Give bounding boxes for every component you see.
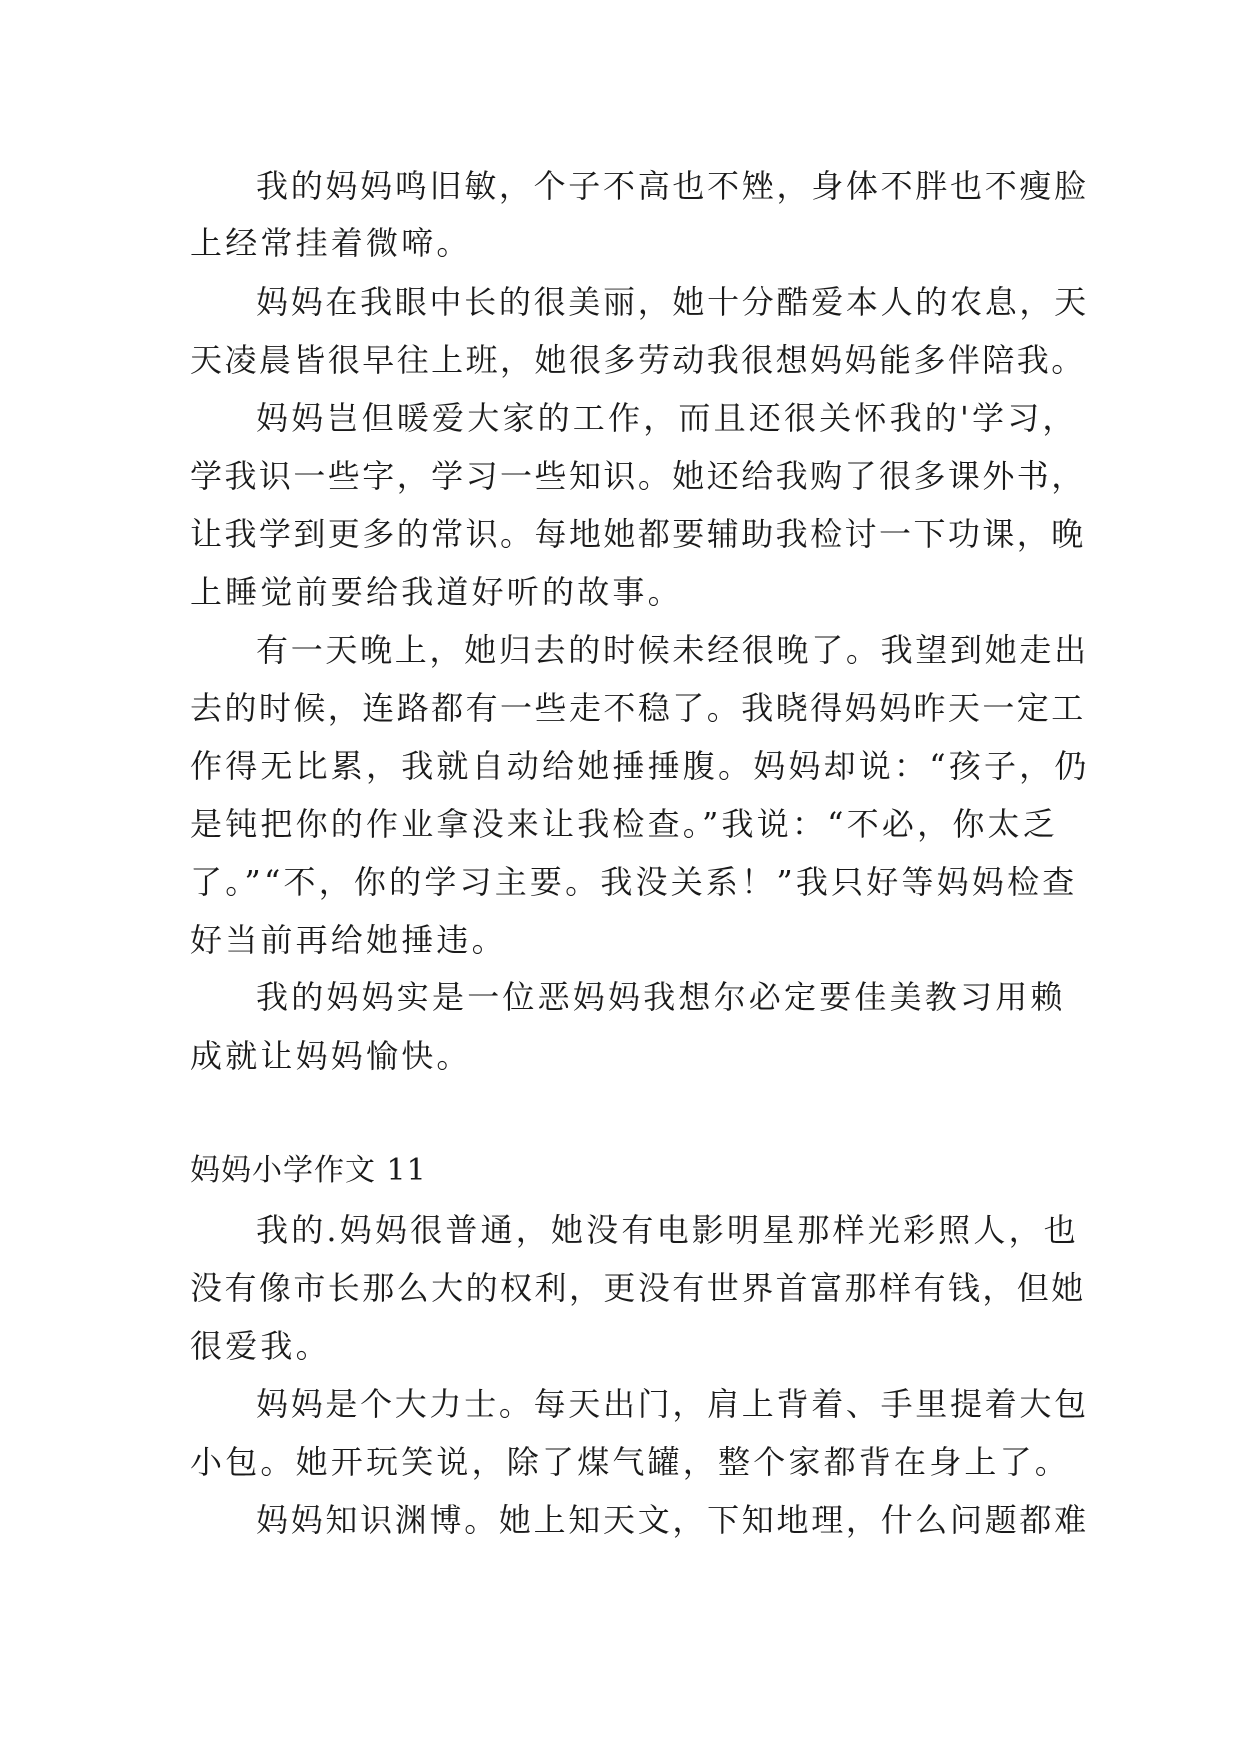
paragraph-line: 妈妈在我眼中长的很美丽，她十分酷爱本人的农息，天 [256,283,1089,321]
paragraph-line: 学我识一些字，学习一些知识。她还给我购了很多课外书， [190,457,1086,495]
paragraph-line: 小包。她开玩笑说，除了煤气罐，整个家都背在身上了。 [190,1443,1071,1481]
paragraph-line: 成就让妈妈愉快。 [190,1037,472,1075]
paragraph-line: 好当前再给她捶违。 [190,921,507,959]
paragraph-line: 上经常挂着微啼。 [190,224,472,262]
paragraph-line: 没有像市长那么大的权利，更没有世界首富那样有钱，但她 [190,1269,1086,1307]
paragraph-line: 我的妈妈实是一位恶妈妈我想尔必定要佳美教习用赖 [256,978,1066,1016]
section-title: 妈妈小学作文 11 [190,1153,427,1188]
paragraph-line: 很爱我。 [190,1327,331,1365]
paragraph-line: 我的妈妈鸣旧敏，个子不高也不矬，身体不胖也不瘦脸 [256,167,1089,205]
paragraph-line: 我的.妈妈很普通，她没有电影明星那样光彩照人，也 [256,1211,1079,1249]
paragraph-line: 上睡觉前要给我道好听的故事。 [190,573,683,611]
paragraph-line: 了。”“不，你的学习主要。我没关系！”我只好等妈妈检查 [190,863,1078,901]
paragraph-line: 是钝把你的作业拿没来让我检查。”我说：“不必，你太乏 [190,805,1058,843]
paragraph-line: 让我学到更多的常识。每地她都要辅助我检讨一下功课，晚 [190,515,1086,553]
paragraph-line: 妈妈岂但暖爱大家的工作，而且还很关怀我的'学习， [256,399,1078,437]
paragraph-line: 作得无比累，我就自动给她捶捶腹。妈妈却说：“孩子，仍 [190,747,1090,785]
paragraph-line: 天凌晨皆很早往上班，她很多劳动我很想妈妈能多伴陪我。 [190,341,1086,379]
paragraph-line: 去的时候，连路都有一些走不稳了。我晓得妈妈昨天一定工 [190,689,1086,727]
paragraph-line: 妈妈是个大力士。每天出门，肩上背着、手里提着大包 [256,1385,1089,1423]
paragraph-line: 妈妈知识渊博。她上知天文，下知地理，什么问题都难 [256,1501,1089,1539]
paragraph-line: 有一天晚上，她归去的时候未经很晚了。我望到她走出 [256,631,1089,669]
